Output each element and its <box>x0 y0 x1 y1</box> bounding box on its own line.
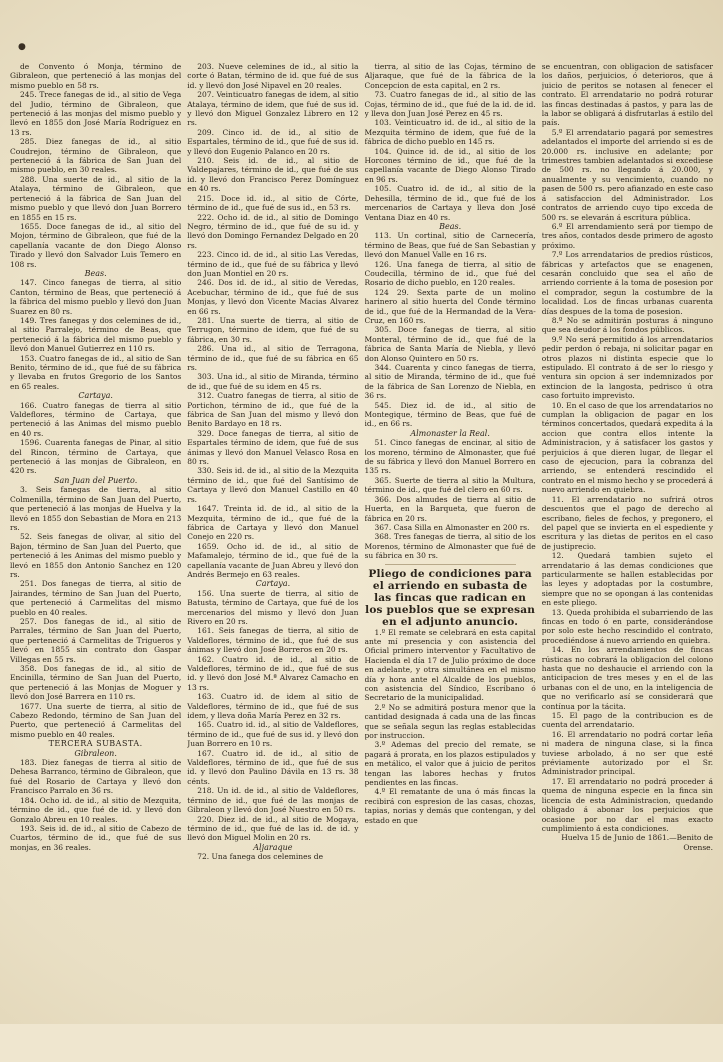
condition: 4.º El rematante de una ó más fincas la recibirá con espresion de las casas, chozas, tapias, norias y demás que contengan, y del estado en que <box>364 787 536 825</box>
entry: 1659. Ocho id. de id., al sitio de Mafamalejo, término de id., que fué de la capellanía vacante de Juan Abreu y llevó don Andrés Bermejo en 63 reales. <box>187 541 359 579</box>
entry: 209. Cinco id. de id., al sitio de Espartales, término de id., que fué de sus id. y llevó don Eugenio Palanco en 20 rs. <box>187 127 359 156</box>
entry: 163. Cuatro id. de idem al sitio de Valdeflores, término de id., que fué de sus idem, y lleva doña María Perez en 32 rs. <box>187 692 359 721</box>
entry: 220. Diez id. de id., al sitio de Mogaya, término de id., que fué de las id. de id. y llevó don Miguel Molin en 20 rs. <box>187 814 359 843</box>
entry: 166. Cuatro fanegas de tierra al sitio Valdeflores, término de Cartaya, que perteneció á las Animas del mismo pueblo en 40 rs. <box>10 400 182 438</box>
entry: 207. Veinticuatro fanegas de idem, al sitio Atalaya, término de idem, que fué de sus id. y llevó don Miguel Gonzalez Librero en 12 rs. <box>187 90 359 128</box>
pliego-heading: Pliego de condiciones para el arriendo en subasta de las fincas que radican en los pueblos que se expresan en el adjunto anuncio. <box>365 567 536 628</box>
condition: 13. Queda prohibida el subarriendo de las fincas en todo ó en parte, considerándose por solo este hecho rescindido el contrato, procediéndose á nuevo arriendo en quiebra. <box>541 607 713 645</box>
divider <box>385 564 516 565</box>
entry: 288. Una suerte de id., al sitio de la Atalaya, término de Gibraleon, que perteneció á la fábrica de San Juan del mismo pueblo y que llevó don Juan Borrero en 1855 en 15 rs. <box>10 174 182 222</box>
section-heading: Cartaya. <box>78 391 113 401</box>
entry: 1647. Treinta id. de id., al sitio de la Mezquita, término de id., que fué de la fábrica de Cartaya y llevó don Manuel Conejo en 220 rs. <box>187 504 359 542</box>
entry: 222. Ocho id. de id., al sitio de Domingo Negro, término de id., que fué de su id. y llevó don Domingo Fernandez Delgado en 20 rs. <box>187 212 359 250</box>
section-heading: Cartaya. <box>255 579 291 589</box>
column-2 <box>187 62 358 1062</box>
column-4 <box>542 62 713 1062</box>
entry: 365. Suerte de tierra al sitio la Multura, término de id., que fué del clero en 60 rs. <box>364 475 536 495</box>
entry: 193. Seis id. de id., al sitio de Cabezo de Cuartos, término de id., que fué de sus monjas, en 36 reales. <box>10 823 182 852</box>
entry: 113. Un cortinal, sitio de Carnecería, término de Beas, que fué de San Sebastian y llevó don Manuel Valle en 16 rs. <box>364 231 536 260</box>
entry: 183. Diez fanegas de tierra al sitio de Dehesa Barranco, término de Gibraleon, que fué del Rosario de Cartaya y llevó don Francisco Parralo en 36 rs. <box>10 758 182 796</box>
entry: 124 29. Sexta parte de un molino harinero al sitio huerta del Conde término de id., que fué de la Hermandad de la Vera-Cruz, en 160 rs. <box>364 287 536 325</box>
condition: 6.º El arrendamiento será por tiempo de tres años, contados desde primero de agosto próximo. <box>541 221 713 250</box>
entry: 246. Dos id. de id., al sitio de Veredas, Acebuchar, término de id., que fué de sus Monjas, y llevó don Vicente Macias Alvarez en 66 rs. <box>187 278 359 316</box>
entry: 126. Una fanega de tierra, al sitio de Coudecilla, término de id., que fué del Rosario de dicho pueblo, en 120 reales. <box>364 259 536 288</box>
entry: 245. Trece fanegas de id., al sitio de Vega del Judio, término de Gibraleon, que perteneció á las monjas del mismo pueblo y llevó en 1855 don José María Rodríguez en 13 rs. <box>10 90 182 137</box>
entry: de Convento ó Monja, término de Gibraleon, que perteneció á las monjas del mismo pueblo en 58 rs. <box>10 62 182 90</box>
section-heading: Gibraleon. <box>74 748 117 758</box>
entry: 167. Cuatro id. de id., al sitio de Valdeflores, término de id., que fué de sus id. y llevó don Paulino Dávila en 13 rs. 38 cénts. <box>187 748 359 786</box>
entry: 312. Cuatro fanegas de tierra, al sitio de Portichon, término de id., que fué de la fábrica de San Juan del mismo y llevó don Benito Bardayo en 18 rs. <box>187 391 359 429</box>
entry: 545. Diez id. de id., al sitio de Montegique, término de Beas, que fué de id., en 66 rs. <box>364 400 536 429</box>
entry: 153. Cuatro fanegas de id., al sitio de San Benito, término de id., que fué de su fábrica y llevaba en frutos Gregorio de los Santos en 65 reales. <box>10 353 182 391</box>
condition: 8.º No se admitirán posturas á ninguno que sea deudor á los fondos públicos. <box>541 315 713 335</box>
entry: 218. Un id. de id., al sitio de Valdeflores, término de id., que fué de las monjas de Gibraleon y llevó don José Nuestro en 50 rs. <box>187 786 359 815</box>
condition: 10. En el caso de que los arrendatarios no cumplan la obligacion de pagar en los términos concertados, quedará expedita á la accion que contra ellos intente la Administracion, y á satisfacer los gastos y perjuicios á que dieren lugar, de llegar el caso de ejecucion, para la cobranza del arriendo, se entenderá rescindido el contrato en el mismo hecho y se procederá á nuevo arriendo en quiebra. <box>541 400 713 495</box>
condition: se encuentran, con obligacion de satisfacer los daños, perjuicios, ó deterioros, que á juicio de peritos se notasen al fenecer el contrato. El arrendatario no podrá roturar las fincas destinadas á pastos, y para las de la labor se obligará á disfrutarlas á estilo del país. <box>541 62 713 128</box>
condition: 11. El arrendatario no sufrirá otros descuentos que el pago de derecho al escribano, fieles de fechos, y pregonero, el del papel que se invierta en el espediente y escritura y las dietas de peritos en el caso de justiprecio. <box>541 494 713 551</box>
entry: 303. Una id., al sitio de Miranda, término de id., que fué de su idem en 45 rs. <box>187 372 359 391</box>
entry: 330. Seis id. de id., al sitio de la Mezquita término de id., que fué del Santísimo de Cartaya y llevó don Manuel Castillo en 40 rs. <box>187 466 359 504</box>
entry: 344. Cuarenta y cinco fanegas de tierra, al sitio de Miranda, término de id., que fué de la fábrica de San Lorenzo de Niebla, en 36 rs. <box>364 363 536 401</box>
section-heading: TERCERA SUBASTA. <box>48 739 143 749</box>
bullet-mark: ● <box>18 42 26 52</box>
entry: 367. Casa Silla en Almonaster en 200 rs. <box>374 522 530 532</box>
entry: 329. Doce fanegas de tierra, al sitio de Espartales término de idem, que fué de sus ánimas y llevó don Manuel Velasco Rosa en 80 rs. <box>187 428 359 467</box>
entry: 285. Diez fanegas de id., al sitio Coudrejon, término de Gibraleon, que perteneció á la fábrica de San Juan del mismo pueblo, en 30 reales. <box>10 137 182 175</box>
section-heading: Almonaster la Real. <box>410 428 490 438</box>
condition: 1.º El remate se celebrará en esta capital ante mí presencia y con asistencia del Oficial primero interventor y Facultativo de Hacienda el día 17 de Julio próximo de doce en adelante, y otra simultánea en el mismo día y hora ante el Alcalde de los pueblos, con asistencia del Síndico, Escribano ó Secretario de la municipalidad. <box>364 627 536 703</box>
condition: 16. El arrendatario no podrá cortar leña ni madera de ninguna clase, si la finca tuviese arbolado, á no ser que esté préviamente autorizado por el Sr. Administrador principal. <box>541 729 713 777</box>
entry: 281. Una suerte de tierra, al sitio de Terrugon, término de idem, que fué de su fábrica, en 30 rs. <box>187 315 359 344</box>
entry: 251. Dos fanegas de tierra, al sitio de Jairandes, término de San Juan del Puerto, que perteneció á Carmelitas del mismo pueblo en 40 reales. <box>10 579 182 617</box>
section-heading: Aljaraque <box>253 842 293 852</box>
entry: 305. Doce fanegas de tierra, al sitio Monteral, término de id., que fué de la fábrica de Santa María de Niebla, y llevó don Alonso Quintero en 50 rs. <box>364 325 536 363</box>
condition: 2.º No se admitirá postura menor que la cantidad designada á cada una de las fincas que se señala segun las reglas establecidas por instruccion. <box>364 702 536 740</box>
entry: 286. Una id., al sitio de Terragona, término de id., que fué de su fábrica en 65 rs. <box>187 344 359 372</box>
entry: 257. Dos fanegas de id., al sitio de Parrales, término de San Juan del Puerto, que perteneció á Carmelitas de Trigueros y llevó en 1855 sin contrato don Gaspar Villegas en 55 rs. <box>10 616 182 664</box>
entry: 1677. Una suerte de tierra, al sitio de Cabezo Redondo, término de San Juan del Puerto, que perteneció á Carmelitas del mismo pueblo en 40 reales. <box>10 701 182 739</box>
entry: 223. Cinco id. de id., al sitio Las Veredas, término de id., que fué de su fábrica y llevó don Juan Montiel en 20 rs. <box>187 250 359 278</box>
entry: 105. Cuatro id. de id., al sitio de la Dehesilla, término de id., que fué de los mercenarios de Cartaya y lleva don José Ventana Diaz en 40 rs. <box>364 184 536 222</box>
entry: 104. Quince id. de id., al sitio de los Horcones término de id., que fué de la capellanía vacante de Diego Alonso Tirado en 96 rs. <box>364 146 536 184</box>
entry: 368. Tres fanegas de tierra, al sitio de los Morenos, término de Almonaster que fué de su fábrica en 30 rs. <box>364 532 536 561</box>
condition: 15. El pago de la contribucion es de cuenta del arrendatario. <box>541 711 713 730</box>
condition: 3.º Ademas del precio del remate, se pagará á prorata, en los plazos estipulados y en metálico, el valor que á juicio de peritos tengan las labores hechas y frutos pendientes en las fincas. <box>364 740 536 788</box>
entry: tierra, al sitio de las Cojas, término de Aljaraque, que fué de la fábrica de la Concepcion de esta capital, en 2 rs. <box>364 62 536 90</box>
condition: 5.º El arrendatario pagará por semestres adelantados el importe del arriendo si es de 20.000 rs. inclusive en adelante; por trimestres tambien adelantados si excediese de 500 rs. no llegando á 20.000, y anualmente y su vencimiento, cuando no pasen de 500 rs. pero afianzado en este caso á satisfaccion del Administrador. Los contratos de arriendo cuyo tipo exceda de 500 rs. se elevarán á escritura pública. <box>541 127 713 222</box>
condition: 14. En los arrendamientos de fincas rústicas no cobrará la obligacion del colono hasta que no deshaucie el arriendo con la anticipacion de tres meses y en el de las urbanas con el de uno, en la inteligencia de que no verificarlo así se considerará que contínua por la tácita. <box>541 645 713 711</box>
entry: 215. Doce id. id., al sitio de Córte, término de id., que fué de sus id., en 53 rs. <box>187 193 359 213</box>
columns <box>10 62 713 1062</box>
entry: 358. Dos fanegas de id., al sitio de Encinilla, término de San Juan del Puerto, que perteneció á las Monjas de Moguer y llevó don José Barrera en 110 rs. <box>10 664 182 702</box>
condition: 9.º No será permitido á los arrendatarios pedir perdon ó rebaja, ni solicitar pagar en otros plazos ni distinta especie que lo estipulado. El contrato á de ser lo riesgo y ventura sin opcion á ser indemnizados por extincion de la langosta, pedrisco ú otra caso fortuito imprevisto. <box>541 334 713 401</box>
entry: 156. Una suerte de tierra, al sitio de Batusta, término de Cartaya, que fué de los mercenarios del mismo y llevó don Juan Rivero en 20 rs. <box>187 588 359 626</box>
entry: 51. Cinco fanegas de encinar, al sitio de los moreno, término de Almonaster, que fué de su fábrica y llevó don Manuel Borrero en 135 rs. <box>364 438 536 476</box>
entry: 147. Cinco fanegas de tierra, al sitio Canton, término de Beas, que perteneció á la fábrica del mismo pueblo y llevó don Juan Suarez en 80 rs. <box>10 278 182 316</box>
condition: 17. El arrendatario no podrá proceder á quema de ninguna especie en la finca sin licencia de esta Administracion, quedando obligado á abonar los perjuicios que ocasione por no dar el mas exacto cumplimiento á esta condiciones. <box>541 776 713 833</box>
section-heading: Beas. <box>439 221 462 231</box>
condition: 7.º Los arrendatarios de predios rústicos, fábricas y artefactos que se enagenen, cesarán concluido que sea el año de arriendo corriente á la toma de posesion por el comprador, segun la costumbre de la localidad. Los de fincas urbanas cuarenta días despues de la toma de posesion. <box>541 250 713 316</box>
entry: 161. Seis fanegas de tierra, al sitio de Valdeflores, término de id., que fué de sus ánimas y llevó don José Borreros en 20 rs. <box>187 626 359 655</box>
entry: 3. Seis fanegas de tierra, al sitio Colmenilla, término de San Juan del Puerto, que perteneció á las monjas de Huelva y la llevó en 1855 don Sebastian de Mora en 213 rs. <box>10 485 182 532</box>
signature-line: Huelva 15 de Junio de 1861.—Benito de Orense. <box>561 833 713 852</box>
entry: 149. Tres fanegas y dos celemines de id., al sitio Parralejo, término de Beas, que perteneció á la fábrica del mismo pueblo y llevó don Manuel Gutierrez en 110 rs. <box>10 315 182 354</box>
entry: 165. Cuatro id. id., al sitio de Valdeflores, término de id., que fué de sus id. y llevó don Juan Borrero en 10 rs. <box>187 720 359 749</box>
entry: 203. Nueve celemines de id., al sitio la corte ó Batan, término de id. que fué de sus id. y llevó don José Nipavel en 20 reales. <box>187 62 359 90</box>
section-heading: San Juan del Puerto. <box>53 475 138 485</box>
column-1 <box>10 62 181 1062</box>
column-3 <box>365 62 536 1062</box>
entry: 103. Veinticuatro id. de id., al sitio de la Mezquita término de idem, que fué de la fábrica de dicho pueblo en 145 rs. <box>364 118 536 147</box>
entry: 184. Ocho id. de id., al sitio de Mezquita, término de id., que fué de id. y llevó don Gonzalo Abreu en 10 reales. <box>10 795 182 824</box>
entry: 1596. Cuarenta fanegas de Pinar, al sitio del Rincon, término de Cartaya, que perteneció á las monjas de Gibraleon, en 420 rs. <box>10 438 182 476</box>
entry: 52. Seis fanegas de olivar, al sitio del Bajon, término de San Juan del Puerto, que perteneció á les Animas del mismo pueblo y llevó en 1855 don Antonio Sanchez en 120 rs. <box>10 532 182 579</box>
entry: 162. Cuatro id. de id., al sitio de Valdeflores, término de id., que fué de sus id. y llevó don José M.ª Alvarez Camacho en 13 rs. <box>187 654 359 692</box>
section-heading: Beas. <box>84 268 107 278</box>
condition: 12. Quedará tambien sujeto el arrendatario á las demas condiciones que particularmente se hallen establecidas por las leyes y adoptadas por la costumbre, siempre que no se opongan á las contenidas en este pliego. <box>541 551 713 608</box>
entry: 1655. Doce fanegas de id., al sitio del Mojon, término de Gibraleon, que fué de la capellanía vacante de don Diego Alonso Tirado y llevó don Salvador Luis Temero en 108 rs. <box>10 221 182 269</box>
entry: 72. Una fanega dos celemines de <box>197 852 324 862</box>
entry: 73. Cuatro fanegas de id., al sitio de las Cojas, término de id., que fué de la id. de id. y lleva don Juan José Perez en 45 rs. <box>364 90 536 119</box>
entry: 366. Dos almudes de tierra al sitio de Huerta, en la Barqueta, que fueron de fábrica en 20 rs. <box>364 494 536 523</box>
entry: 210. Seis id. de id., al sitio de Valdepajares, término de id., que fué de sus id. y llevó don Francisco Perez Domínguez en 40 rs. <box>187 156 359 194</box>
